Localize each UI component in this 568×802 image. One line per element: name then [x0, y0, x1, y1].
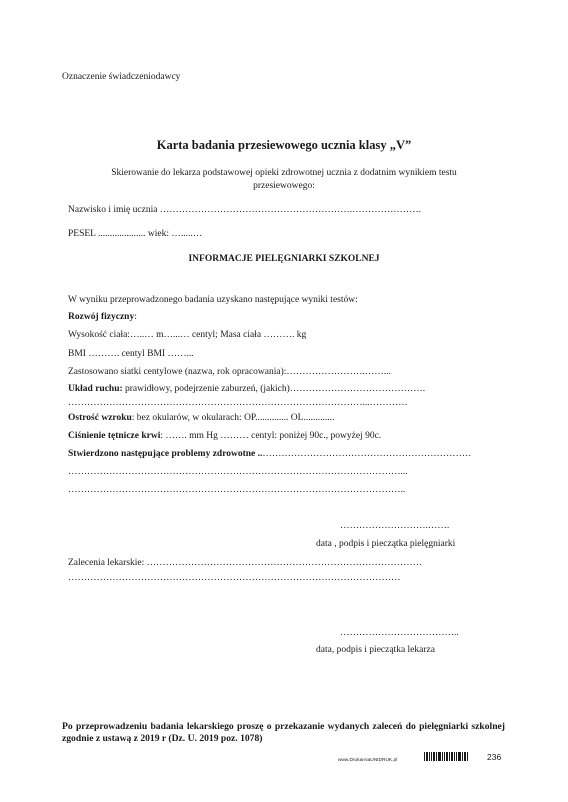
motor-system-continuation: …………………………………………………………………………………...…………	[68, 398, 408, 408]
pesel-age-field: PESEL .................... wiek: ….....…	[68, 229, 203, 239]
doctor-signature-caption: data, podpis i pieczątka lekarza	[316, 645, 435, 655]
health-problems-label: Stwierdzono następujące problemy zdrowotne ..	[68, 449, 263, 459]
nurse-signature-line: ……………………….…….	[340, 521, 450, 531]
page-title: Karta badania przesiewowego ucznia klasy „V”	[156, 138, 412, 152]
bmi-field: BMI ………. centyl BMI ……...	[68, 349, 194, 359]
blood-pressure-field	[68, 431, 381, 441]
percentile-grid-field: Zastosowano siatki centylowe (nazwa, rok opracowania):…………………….……...	[68, 367, 391, 377]
publisher-url: www.DrukarniaUNIDRUK.pl	[338, 758, 398, 763]
subtitle-line-2: przesiewowego:	[253, 181, 315, 191]
student-name-field: Nazwisko i imię ucznia …………………………………………………….………………….	[68, 205, 422, 215]
subtitle-line-1: Skierowanie do lekarza podstawowej opieki zdrowotnej ucznia z dodatnim wynikiem testu	[111, 168, 457, 178]
vision-label: Ostrość wzroku	[68, 413, 132, 423]
vision-value: : bez okularów, w okularach: OP.............. OL.............	[131, 413, 335, 423]
doctor-signature-line: ………………………………..	[340, 628, 459, 638]
blood-pressure-label: Ciśnienie tętnicze krwi	[68, 431, 161, 441]
height-weight-field: Wysokość ciała:…..… m…...… centyl; Masa ciała ………. kg	[68, 330, 307, 340]
health-problems-line-3: ……………………………………………………………………………………………..	[68, 485, 406, 495]
doctor-recommendations-line-1: Zalecenia lekarskie: ……………………………………………………………………………	[68, 558, 423, 568]
doctor-recommendations-line-2: ……………………………………………………………………………………………	[68, 573, 401, 583]
vision-field	[68, 413, 334, 423]
motor-system-value: prawidłowy, podejrzenie zaburzeń, (jakich)…………………………………….	[122, 384, 426, 394]
nurse-signature-caption: data , podpis i pieczątka pielęgniarki	[316, 539, 456, 549]
health-problems-field	[68, 449, 471, 459]
physical-development-label: Rozwój fizyczny	[68, 312, 135, 322]
provider-label: Oznaczenie świadczeniodawcy	[62, 72, 181, 82]
barcode-icon	[424, 752, 469, 761]
nurse-section-heading: INFORMACJE PIELĘGNIARKI SZKOLNEJ	[188, 254, 380, 264]
health-problems-dots: …………………………………………………………	[262, 449, 472, 459]
motor-system-label: Układ ruchu:	[68, 384, 123, 394]
page-number: 236	[487, 752, 502, 762]
results-intro: W wyniku przeprowadzonego badania uzyskano następujące wyniki testów:	[68, 295, 358, 305]
motor-system-field	[68, 384, 425, 394]
health-problems-line-2: ……………………………………………………………………………………………...	[68, 467, 408, 477]
physical-development-colon: :	[134, 312, 137, 322]
footer-note: Po przeprowadzeniu badania lekarskiego proszę o przekazanie wydanych zaleceń do pielęgniarki szkolnej zgodnie z ustawą z 2019 r (Dz. U. 2019 poz. 1078)	[62, 721, 505, 744]
blood-pressure-value: : ……. mm Hg ……… centyl: poniżej 90c., powyżej 90c.	[160, 431, 382, 441]
physical-development-heading	[68, 312, 137, 322]
